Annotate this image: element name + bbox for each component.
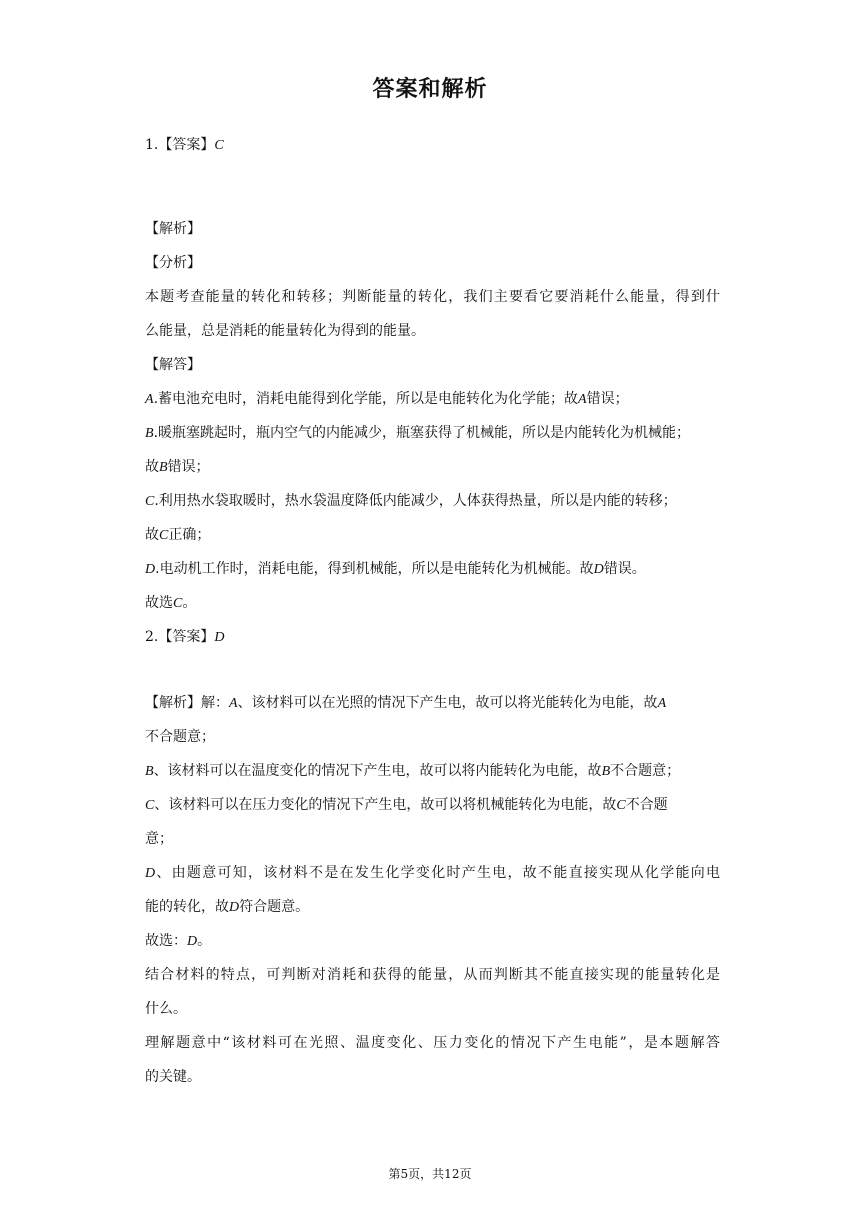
choice-prefix: 故选 [145, 595, 173, 611]
q1-answer-line [145, 135, 720, 156]
q1-analysis-line-2: 么能量，总是消耗的能量转化为得到的能量。 [145, 323, 425, 339]
q1-jieda-heading: 【解答】 [145, 357, 201, 373]
option-tail: 错误； [586, 391, 629, 407]
q1-answer-label: 1.【答案】 [145, 137, 215, 153]
option-letter: D [145, 866, 156, 881]
option-letter: D [145, 562, 156, 577]
option-tail: 不合题意； [610, 763, 681, 779]
q2-option-b [145, 761, 720, 782]
q2-option-c [145, 795, 720, 816]
q2-answer-line [145, 627, 720, 648]
option-letter: A [229, 696, 238, 711]
option-tail: 不合题 [625, 797, 668, 813]
option-text: 、该材料可以在压力变化的情况下产生电，故可以将机械能转化为电能，故 [154, 797, 617, 813]
q1-choice [145, 593, 720, 614]
q1-option-b-line-2 [145, 457, 720, 478]
q2-option-c-line-2: 意； [145, 831, 173, 847]
option-ref: C [616, 798, 626, 813]
option-letter: C [145, 798, 155, 813]
q2-answer-label: 2.【答案】 [145, 629, 215, 645]
option-tail: 符合题意。 [239, 899, 310, 915]
option-text: 、该材料可以在光照的情况下产生电，故可以将光能转化为电能，故 [237, 695, 658, 711]
option-text: 、由题意可知，该材料不是在发生化学变化时产生电，故不能直接实现从化学能向电 [155, 865, 720, 881]
q1-option-c-line-2 [145, 525, 720, 546]
option-text: .利用热水袋取暖时，热水袋温度降低内能减少，人体获得热量，所以是内能的转移； [154, 493, 677, 509]
q1-jiexi-heading: 【解析】 [145, 221, 201, 237]
option-ref: A [578, 392, 587, 407]
option-tail: 正确； [168, 527, 211, 543]
choice-prefix: 故选： [145, 933, 187, 949]
q1-analysis-line-1: 本题考查能量的转化和转移；判断能量的转化，我们主要看它要消耗什么能量，得到什 [145, 289, 720, 305]
choice-suffix: 。 [197, 933, 212, 949]
option-letter: A [145, 392, 154, 407]
option-ref: C [159, 528, 169, 543]
jiexi-prefix: 【解析】解： [145, 695, 229, 711]
option-text: .蓄电池充电时，消耗电能得到化学能，所以是电能转化为化学能；故 [153, 391, 579, 407]
choice-suffix: 。 [182, 595, 197, 611]
option-text: 故 [145, 527, 159, 543]
option-ref: D [593, 562, 604, 577]
q2-key-line-2: 的关键。 [145, 1069, 201, 1085]
option-tail: 错误。 [603, 561, 646, 577]
q1-fenxi-heading: 【分析】 [145, 255, 201, 271]
page-footer: 第5页，共12页 [388, 1167, 472, 1181]
choice-value: C [173, 596, 183, 611]
q2-summary-line-2: 什么。 [145, 1001, 187, 1017]
q2-answer-value: D [214, 630, 225, 645]
q2-option-d [145, 863, 720, 884]
option-ref: B [601, 764, 611, 779]
option-ref: D [229, 900, 240, 915]
page-title: 答案和解析 [372, 77, 488, 102]
q1-answer-value: C [214, 138, 224, 153]
option-letter: B [145, 426, 154, 441]
option-text: .电动机工作时，消耗电能，得到机械能，所以是电能转化为机械能。故 [155, 561, 594, 577]
q2-jiexi-line-2: 不合题意； [145, 729, 215, 745]
option-text: 能的转化，故 [145, 899, 229, 915]
q2-option-d-line-2 [145, 897, 720, 918]
q2-choice [145, 931, 720, 952]
option-text: .暖瓶塞跳起时，瓶内空气的内能减少，瓶塞获得了机械能，所以是内能转化为机械能； [153, 425, 691, 441]
option-letter: B [145, 764, 154, 779]
option-letter: C [145, 494, 155, 509]
q2-jiexi-line-1 [145, 693, 720, 714]
choice-value: D [187, 934, 198, 949]
option-ref: B [159, 460, 168, 475]
option-text: 故 [145, 459, 159, 475]
option-text: 、该材料可以在温度变化的情况下产生电，故可以将内能转化为电能，故 [153, 763, 602, 779]
option-tail: 错误； [167, 459, 210, 475]
q1-option-b [145, 423, 720, 444]
q1-option-a [145, 389, 720, 410]
q2-summary-line-1: 结合材料的特点，可判断对消耗和获得的能量，从而判断其不能直接实现的能量转化是 [145, 967, 720, 983]
q1-option-c [145, 491, 720, 512]
option-ref: A [657, 696, 667, 711]
q1-option-d [145, 559, 720, 580]
q2-key-line-1: 理解题意中“该材料可在光照、温度变化、压力变化的情况下产生电能”，是本题解答 [145, 1035, 720, 1051]
